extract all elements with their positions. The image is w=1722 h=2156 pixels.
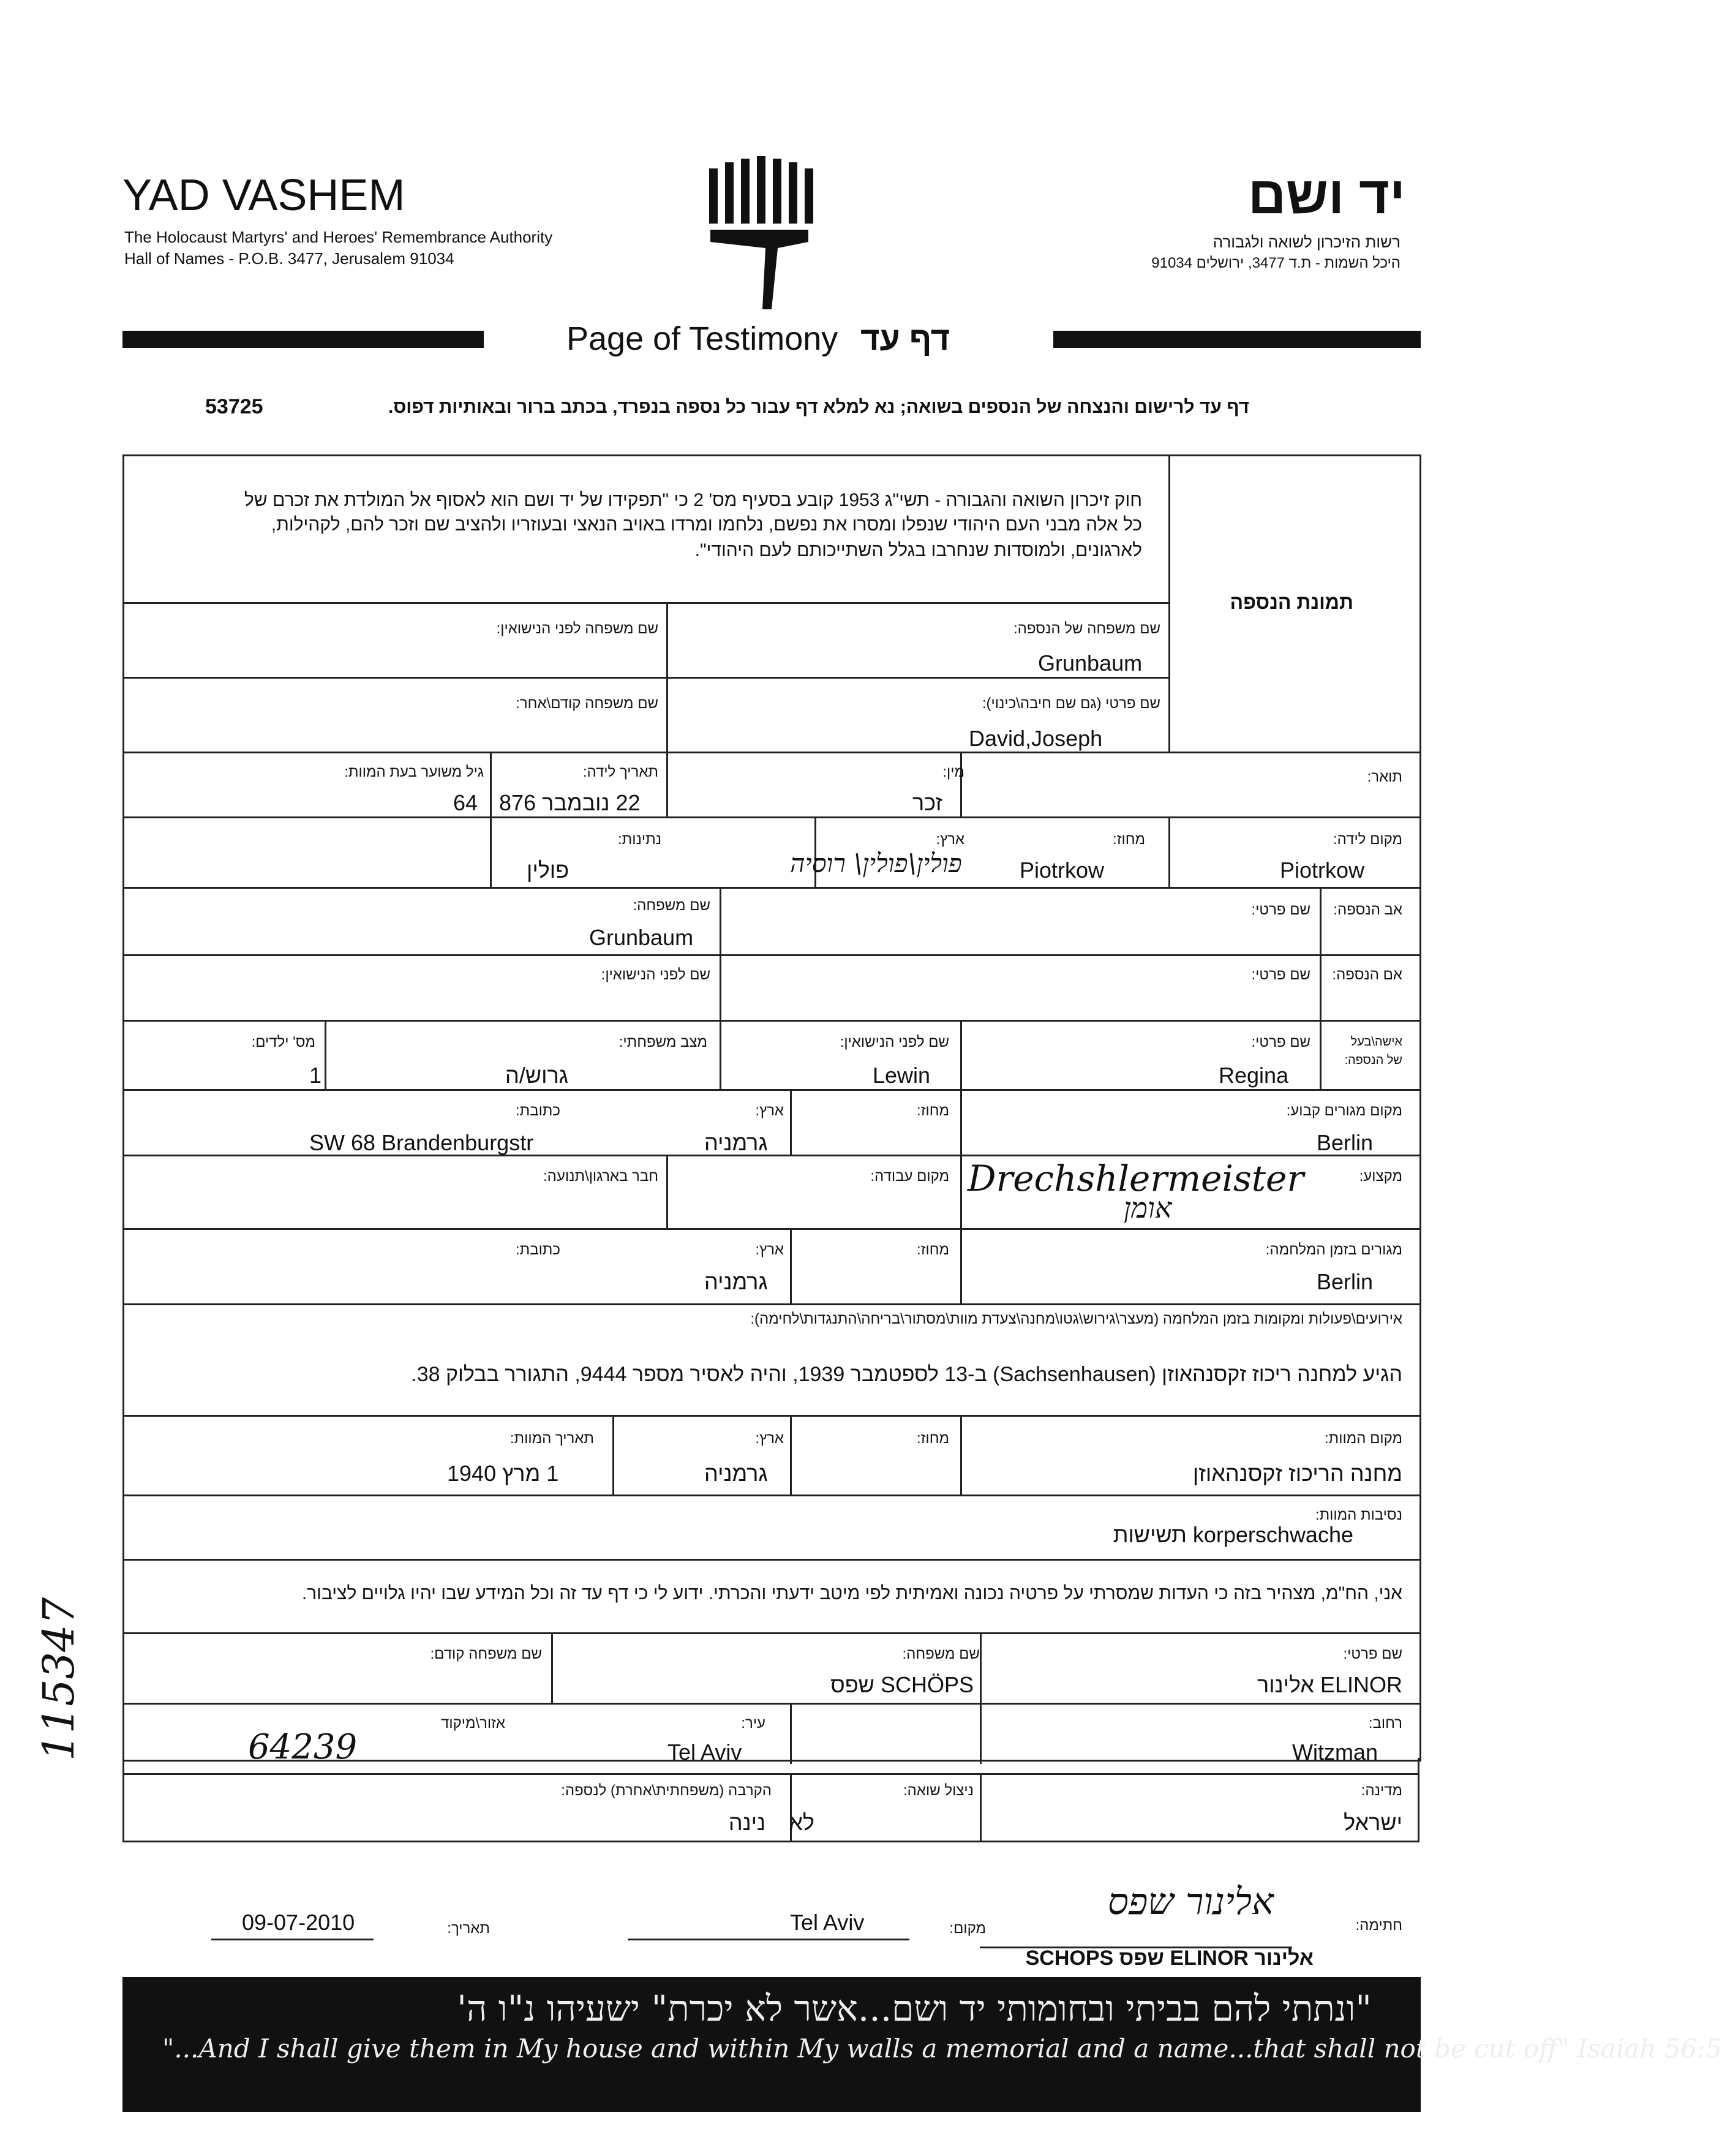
spouse-first-value[interactable]: Regina [1219,1063,1289,1088]
spouse-maiden-value[interactable]: Lewin [873,1063,931,1088]
death-region-label: מחוז: [917,1430,949,1447]
events-label: אירועים\פעולות ומקומות בזמן המלחמה (מעצר\גירוש\גטו\מחנה\צעדת מוות\מסתור\בריחה\התנגדות\לחימה): [750,1311,1402,1327]
birthplace-value[interactable]: Piotrkow [1280,858,1365,883]
birthplace-label: מקום לידה: [1333,831,1402,848]
submitter-survivor-label: ניצול שואה: [903,1782,974,1799]
profession-label: מקצוע: [1359,1168,1402,1185]
signature-value[interactable]: אלינור שפס [1107,1880,1274,1923]
org-subtitle-he-2: היכל השמות - ת.ד 3477, ירושלים 91034 [1151,255,1401,271]
org-subtitle-en-1: The Holocaust Martyrs' and Heroes' Remembrance Authority [124,228,553,246]
mother-maiden-label: שם לפני הנישואין: [601,967,710,983]
father-first-label: שם פרטי: [1251,902,1310,918]
marital-status-label: מצב משפחתי: [618,1034,707,1050]
death-circ-label: נסיבות המוות: [1315,1507,1402,1523]
victim-age-value[interactable]: 64 [453,790,478,815]
spouse-row-label-1: אישה\בעל [1350,1035,1402,1049]
father-last-value[interactable]: Grunbaum [589,925,694,950]
form-instruction: דף עד לרישום והנצחה של הנספים בשואה; נא למלא דף עבור כל נספה בנפרד, בכתב ברור ובאותיות דפוס. [388,397,1249,417]
residence-country-value[interactable]: גרמניה [704,1130,768,1155]
death-country-label: ארץ: [755,1430,784,1447]
victim-gender-value[interactable]: זכר [912,790,943,815]
death-circ-value[interactable]: korperschwache תשישות [1113,1522,1353,1547]
submitter-survivor-value[interactable]: לא [789,1810,814,1835]
birth-country-label: ארץ: [936,831,964,848]
residence-region-label: מחוז: [917,1102,949,1119]
children-value[interactable]: 1 [309,1063,322,1088]
declaration-text: אני, הח"מ, מצהיר בזה כי העדות שמסרתי על פרטיה נכונה ואמיתית לפי מיטב ידעתי והכרתי. ידוע לי כי דף עד זה וכל המידע שבו יהיו גלויים לציבור. [301,1583,1402,1604]
spouse-maiden-label: שם לפני הנישואין: [840,1034,949,1050]
events-value[interactable]: הגיע למחנה ריכוז זקסנהאוזן (Sachsenhausen) ב-13 לספטמבר 1939, והיה לאסיר מספר 9444, התגורר בבלוק 38. [411,1363,1402,1386]
submitter-last-label: שם משפחה: [902,1646,980,1662]
victim-surname-value[interactable]: Grunbaum [1038,650,1143,676]
victim-first-label: שם פרטי (גם שם חיבה\כינוי): [982,695,1160,712]
submitter-country-label: מדינה: [1361,1782,1402,1799]
header-bar-left [122,331,484,348]
submitter-last-value[interactable]: SCHÖPS שפס [830,1672,974,1697]
submitter-street-label: רחוב: [1368,1715,1402,1732]
printed-name: אלינור ELINOR שפס SCHOPS [1025,1947,1314,1970]
yad-vashem-logo [704,156,814,315]
victim-first-value[interactable]: David,Joseph [969,726,1103,751]
wartime-region-label: מחוז: [917,1242,949,1258]
wartime-country-label: ארץ: [755,1242,784,1258]
footer-quote-en: "...And I shall give them in My house and within My walls a memorial and a name...that shall not be cut off" Isaiah 56:5 [162,2034,1722,2064]
margin-note: 115347 [34,1597,84,1761]
submitter-relation-label: הקרבה (משפחתית\אחרת) לנספה: [561,1782,772,1799]
photo-label: תמונת הנספה [1230,591,1353,613]
org-subtitle-he-1: רשות הזיכרון לשואה ולגבורה [1213,233,1401,251]
submitter-city-label: עיר: [741,1715,765,1732]
residence-city-value[interactable]: Berlin [1317,1130,1374,1155]
header-bar-right [1053,331,1421,348]
page-title-en: Page of Testimony [566,320,838,357]
submitter-zip-label: אזור\מיקוד [441,1715,505,1732]
sign-place-value[interactable]: Tel Aviv [790,1910,865,1935]
sign-date-value[interactable]: 09-07-2010 [242,1910,355,1935]
residence-address-label: כתובת: [515,1102,560,1119]
residence-country-label: ארץ: [755,1102,784,1119]
spouse-first-label: שם פרטי: [1251,1034,1310,1050]
org-name-en: YAD VASHEM [122,171,405,220]
birth-region-value[interactable]: Piotrkow [1020,858,1105,883]
victim-prev-surname-label: שם משפחה קודם\אחר: [516,695,658,712]
submitter-first-value[interactable]: ELINOR אלינור [1257,1672,1402,1697]
submitter-first-label: שם פרטי: [1343,1646,1402,1662]
profession-value[interactable]: Drechshlermeister [968,1158,1304,1199]
wartime-residence-label: מגורים בזמן המלחמה: [1265,1242,1402,1258]
submitter-country-value[interactable]: ישראל [1344,1810,1402,1835]
profession-he-value[interactable]: אומן [1124,1191,1172,1224]
signature-label: חתימה: [1355,1917,1402,1934]
birth-region-label: מחוז: [1113,831,1145,848]
death-date-label: תאריך המוות: [509,1430,594,1447]
children-label: מס' ילדים: [251,1034,315,1050]
victim-dob-value[interactable]: 22 נובמבר 876 [499,790,641,815]
nationality-value[interactable]: פולין [527,858,570,883]
law-text-1: חוק זיכרון השואה והגבורה - תשי"ג 1953 קובע בסעיף מס' 2 כי "תפקידו של יד ושם הוא לאסוף אל המולדת את זכרם של [244,490,1142,510]
marital-status-value[interactable]: גרוש/ה [505,1063,568,1088]
spouse-row-label-2: של הנספה: [1344,1054,1402,1067]
victim-dob-label: תאריך לידה: [582,764,658,780]
nationality-label: נתינות: [618,831,661,848]
submitter-prev-label: שם משפחה קודם: [430,1646,542,1662]
victim-maiden-label: שם משפחה לפני הנישואין: [496,620,658,637]
workplace-label: מקום עבודה: [870,1168,949,1185]
org-subtitle-en-2: Hall of Names - P.O.B. 3477, Jerusalem 91034 [124,249,454,268]
wartime-address-label: כתובת: [515,1242,560,1258]
submitter-street-value[interactable]: Witzman [1292,1740,1378,1765]
wartime-country-value[interactable]: גרמניה [704,1269,768,1294]
residence-address-value[interactable]: SW 68 Brandenburgstr [309,1130,534,1155]
submitter-zip-value[interactable]: 64239 [248,1727,358,1767]
mother-row-label: אם הנספה: [1332,967,1402,983]
father-row-label: אב הנספה: [1333,902,1402,918]
residence-label: מקום מגורים קבוע: [1286,1102,1402,1119]
org-name-he: יד ושם [1247,166,1405,225]
death-place-label: מקום המוות: [1324,1430,1402,1447]
victim-age-label: גיל משוער בעת המוות: [344,764,484,780]
victim-surname-label: שם משפחה של הנספה: [1013,620,1160,637]
death-country-value[interactable]: גרמניה [704,1461,768,1486]
sign-place-label: מקום: [949,1920,986,1937]
form-number: 53725 [205,395,263,418]
law-text-3: לארגונים, ולמוסדות שנחרבו בגלל השתייכותם לעם היהודי". [694,540,1142,560]
sign-date-label: תאריך: [447,1920,490,1937]
victim-title-label: תואר: [1367,769,1402,785]
death-date-value[interactable]: 1 מרץ 1940 [447,1461,559,1486]
birth-country-value[interactable]: פולין\פולין\ רוסיה [790,848,962,878]
submitter-city-value[interactable]: Tel Aviv [667,1740,742,1765]
mother-first-label: שם פרטי: [1251,967,1310,983]
father-last-label: שם משפחה: [633,897,710,914]
law-text-2: כל אלה מבני העם היהודי שנפלו ומסרו את נפשם, נלחמו ומרדו באויב הנאצי ובעוזריו ולהציב שם וזכר להם, לקהילות, [271,514,1142,535]
page-title-he: דף עד [860,320,950,357]
member-label: חבר בארגון\תנועה: [543,1168,658,1185]
victim-gender-label: מין: [942,764,964,780]
submitter-relation-value[interactable]: נינה [728,1810,765,1835]
footer-quote-he: "ונתתי להם בביתי ובחומותי יד ושם...אשר לא יכרת" ישעיהו נ"ו ה' [457,1988,1372,2029]
wartime-city-value[interactable]: Berlin [1317,1269,1374,1294]
death-place-value[interactable]: מחנה הריכוז זקסנהאוזן [1192,1461,1402,1486]
